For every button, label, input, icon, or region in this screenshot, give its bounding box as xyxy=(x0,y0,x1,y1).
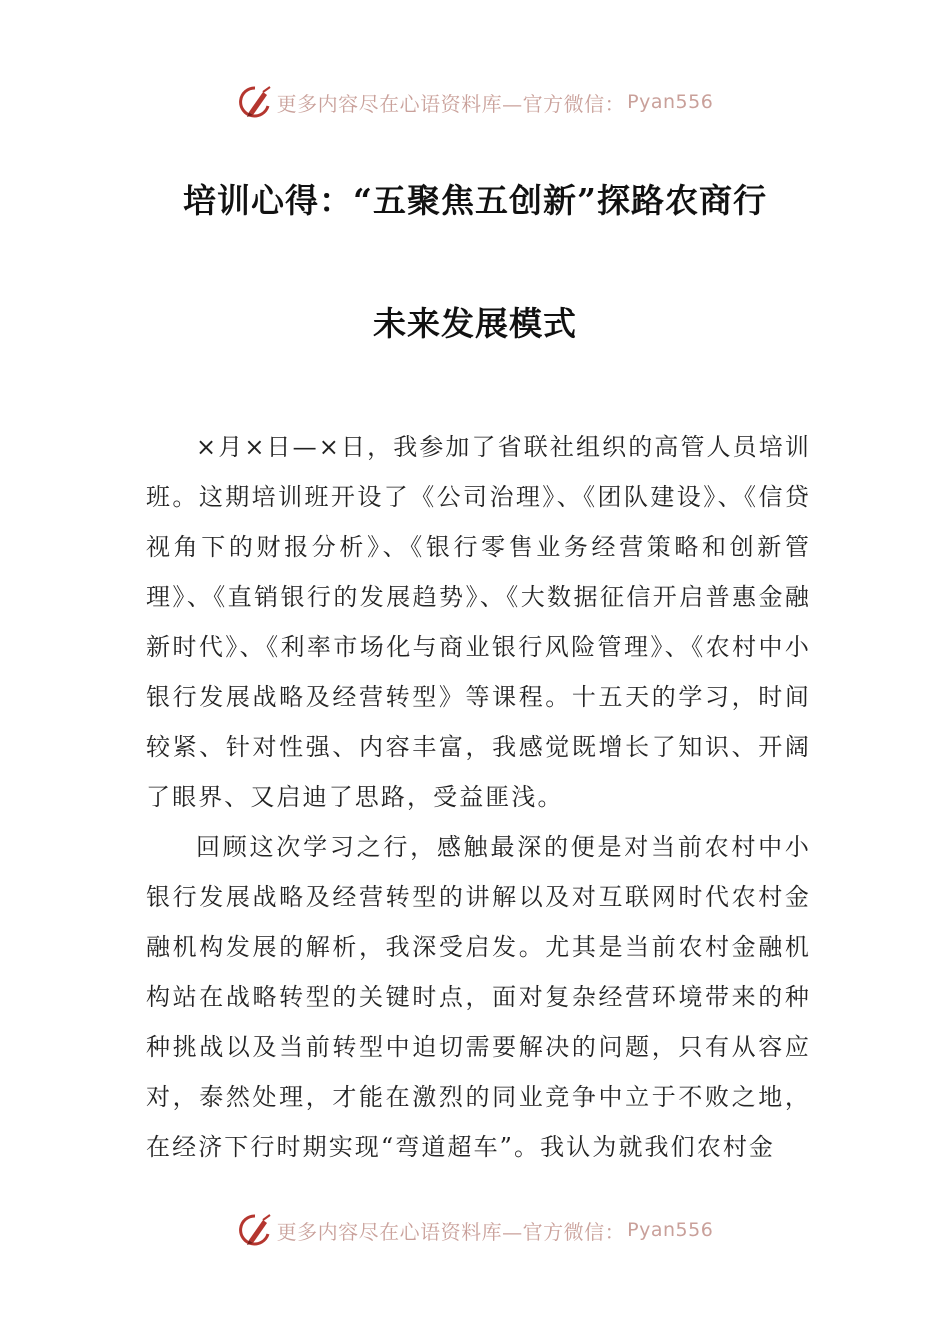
header-banner-text: 更多内容尽在心语资料库—官方微信： xyxy=(276,91,626,116)
footer-banner xyxy=(0,1208,950,1252)
document-title-line-1: 培训心得：“五聚焦五创新”探路农商行 xyxy=(183,181,767,220)
footer-wechat-id: Pyan556 xyxy=(627,1219,714,1241)
pen-circle-logo-icon xyxy=(237,84,273,120)
document-title-line-2: 未来发展模式 xyxy=(373,304,577,343)
body-paragraph-1: ×月×日—×日，我参加了省联社组织的高管人员培训班。这期培训班开设了《公司治理》、《团队建设》、《信贷视角下的财报分析》、《银行零售业务经营策略和创新管理》、《直销银行的发展趋势》、《大数据征信开启普惠金融新时代》、《利率市场化与商业银行风险管理》、《农村中小银行发展战略及经营转型》等课程。十五天的学习，时间较紧、针对性强、内容丰富，我感觉既增长了知识、开阔了眼界、又启迪了思路，受益匪浅。 xyxy=(146,433,811,811)
header-wechat-id: Pyan556 xyxy=(627,91,714,113)
footer-banner-text: 更多内容尽在心语资料库—官方微信： xyxy=(276,1219,626,1244)
body-paragraph-2: 回顾这次学习之行，感触最深的便是对当前农村中小银行发展战略及经营转型的讲解以及对互联网时代农村金融机构发展的解析，我深受启发。尤其是当前农村金融机构站在战略转型的关键时点，面对复杂经营环境带来的种种挑战以及当前转型中迫切需要解决的问题，只有从容应对，泰然处理，才能在激烈的同业竞争中立于不败之地，在经济下行时期实现“弯道超车”。我认为就我们农村金 xyxy=(146,833,811,1161)
header-banner xyxy=(0,80,950,124)
document-body xyxy=(146,422,811,1172)
pen-circle-logo-icon xyxy=(237,1212,273,1248)
